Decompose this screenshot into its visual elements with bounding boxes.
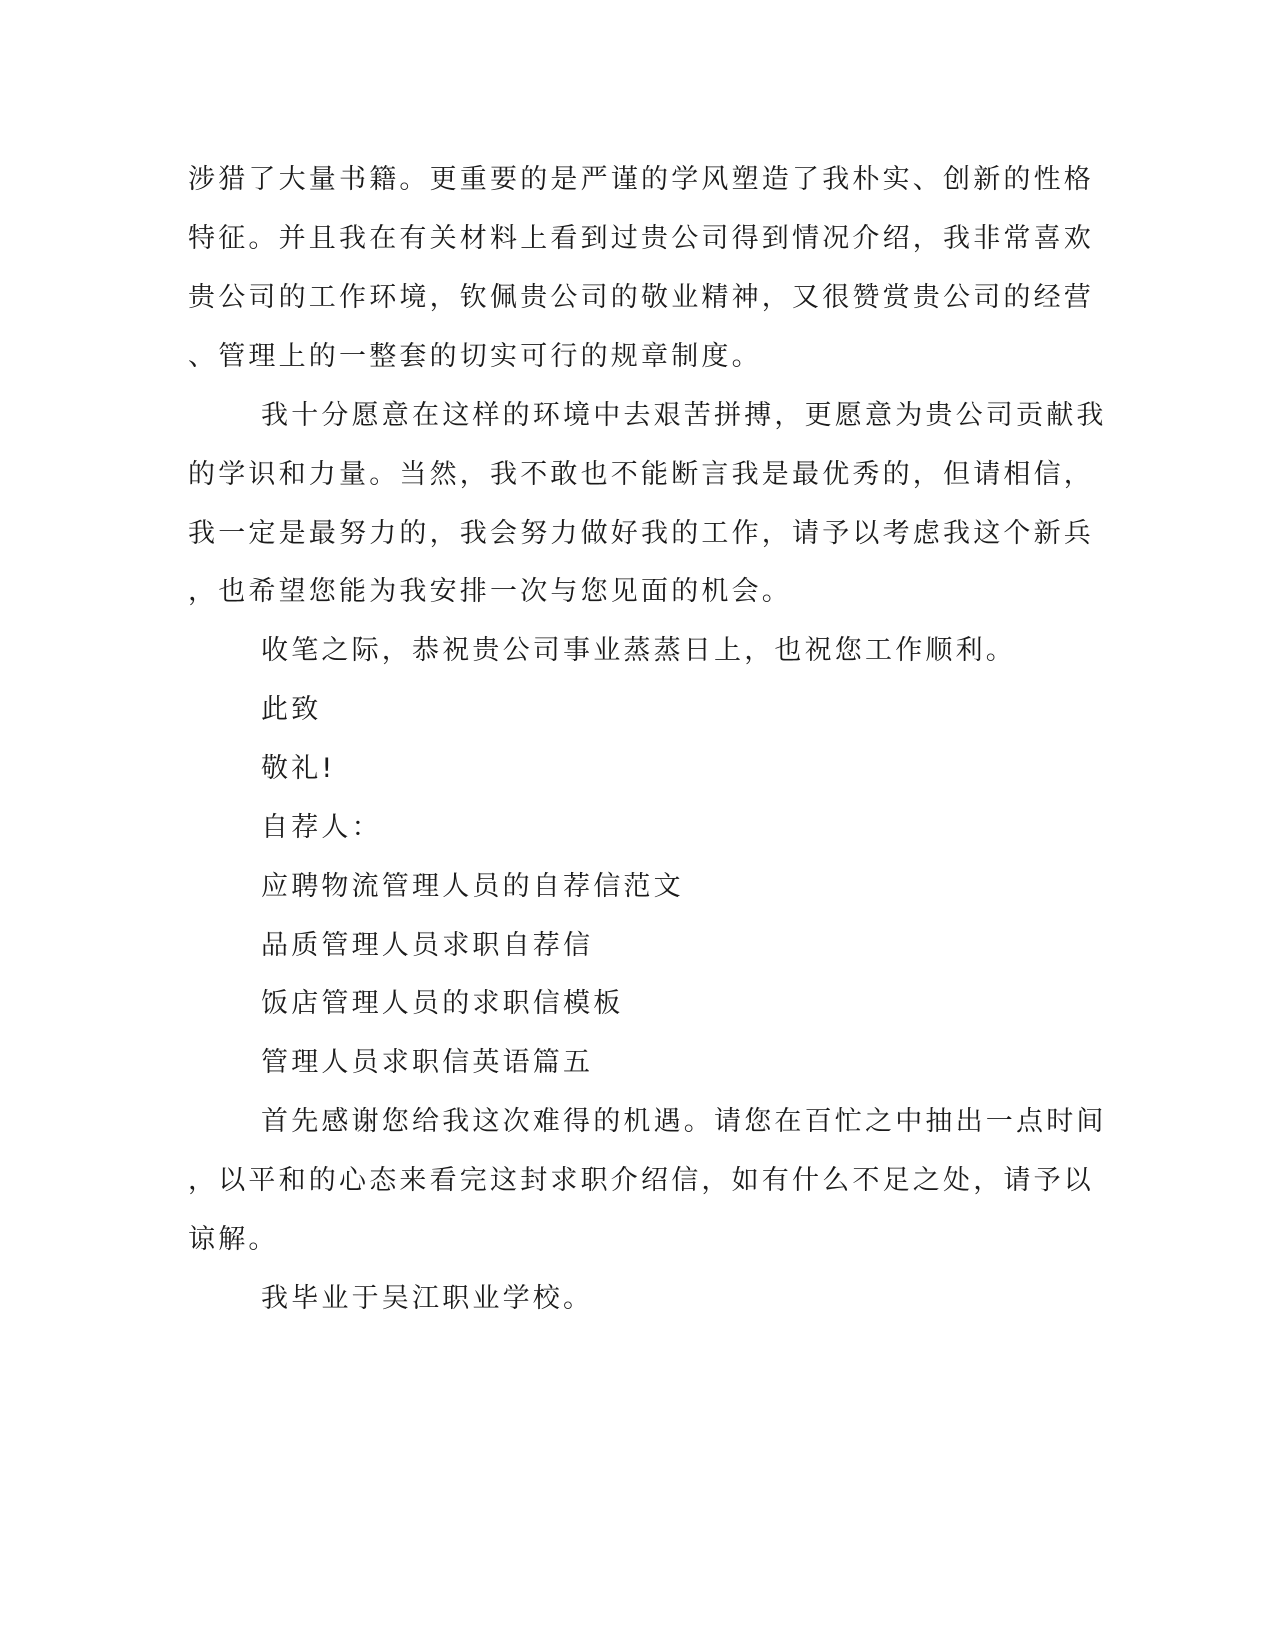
closing-wishes: 收笔之际，恭祝贵公司事业蒸蒸日上，也祝您工作顺利。: [261, 635, 1016, 666]
paragraph-2-line-3: 我一定是最努力的，我会努力做好我的工作，请予以考虑我这个新兵: [188, 518, 1094, 549]
paragraph-5-line-3: 谅解。: [188, 1224, 279, 1255]
body-line-2: 特征。并且我在有关材料上看到过贵公司得到情况介绍，我非常喜欢: [188, 223, 1094, 254]
related-title-2: 品质管理人员求职自荐信: [261, 930, 594, 961]
body-line-3: 贵公司的工作环境，钦佩贵公司的敬业精神，又很赞赏贵公司的经营: [188, 282, 1094, 313]
salutation-cizhi: 此致: [261, 694, 322, 725]
paragraph-2-line-4: ，也希望您能为我安排一次与您见面的机会。: [188, 576, 792, 607]
related-title-3: 饭店管理人员的求职信模板: [261, 988, 624, 1019]
salutation-jingli: 敬礼!: [261, 753, 336, 784]
signature-label: 自荐人：: [261, 812, 382, 843]
section-heading: 管理人员求职信英语篇五: [261, 1047, 594, 1078]
paragraph-5-line-1: 首先感谢您给我这次难得的机遇。请您在百忙之中抽出一点时间: [261, 1106, 1107, 1137]
body-line-4: 、管理上的一整套的切实可行的规章制度。: [188, 341, 762, 372]
body-line-1: 涉猎了大量书籍。更重要的是严谨的学风塑造了我朴实、创新的性格: [188, 164, 1094, 195]
related-title-1: 应聘物流管理人员的自荐信范文: [261, 871, 684, 902]
paragraph-2-line-2: 的学识和力量。当然，我不敢也不能断言我是最优秀的，但请相信，: [188, 459, 1094, 490]
paragraph-6-line-1: 我毕业于吴江职业学校。: [261, 1283, 594, 1314]
paragraph-5-line-2: ，以平和的心态来看完这封求职介绍信，如有什么不足之处，请予以: [188, 1165, 1094, 1196]
paragraph-2-line-1: 我十分愿意在这样的环境中去艰苦拼搏，更愿意为贵公司贡献我: [261, 400, 1107, 431]
